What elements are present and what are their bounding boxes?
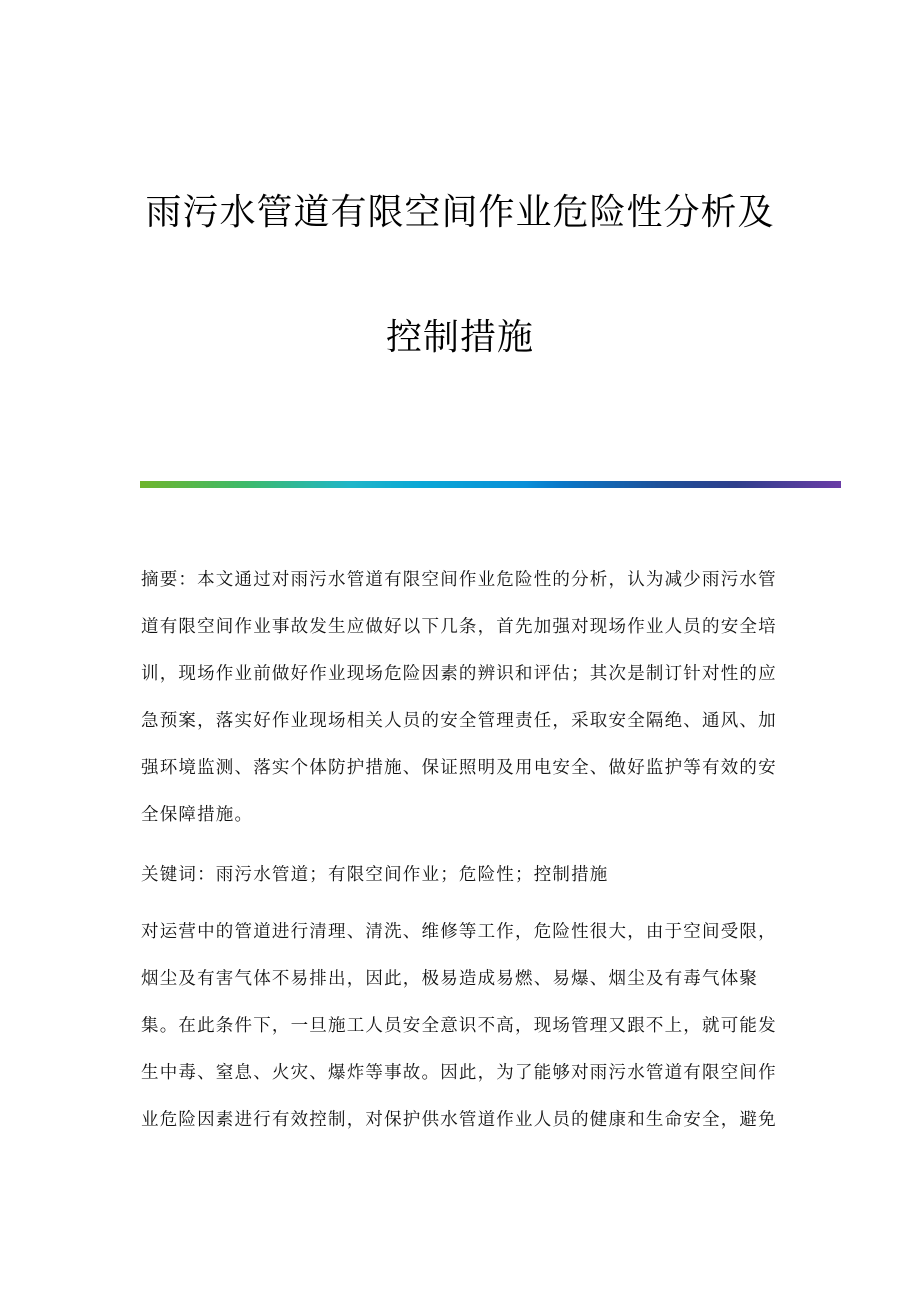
keywords-line: 关键词：雨污水管道；有限空间作业；危险性；控制措施 bbox=[141, 865, 609, 885]
document-title-line-2: 控制措施 bbox=[385, 317, 534, 358]
abstract-line: 道有限空间作业事故发生应做好以下几条，首先加强对现场作业人员的安全培 bbox=[141, 617, 777, 637]
abstract-line: 全保障措施。 bbox=[141, 805, 254, 825]
abstract-line: 摘要：本文通过对雨污水管道有限空间作业危险性的分析，认为减少雨污水管 bbox=[141, 570, 777, 590]
abstract-line: 急预案，落实好作业现场相关人员的安全管理责任，采取安全隔绝、通风、加 bbox=[141, 711, 777, 731]
body-line: 烟尘及有害气体不易排出，因此，极易造成易燃、易爆、烟尘及有毒气体聚 bbox=[141, 969, 759, 989]
abstract-line: 强环境监测、落实个体防护措施、保证照明及用电安全、做好监护等有效的安 bbox=[141, 758, 777, 778]
body-line: 对运营中的管道进行清理、清洗、维修等工作，危险性很大，由于空间受限， bbox=[141, 922, 777, 942]
body-line: 集。在此条件下，一旦施工人员安全意识不高，现场管理又跟不上，就可能发 bbox=[141, 1016, 777, 1036]
body-line: 生中毒、窒息、火灾、爆炸等事故。因此，为了能够对雨污水管道有限空间作 bbox=[141, 1063, 777, 1083]
document-title-line-1: 雨污水管道有限空间作业危险性分析及 bbox=[145, 192, 775, 233]
body-line: 业危险因素进行有效控制，对保护供水管道作业人员的健康和生命安全，避免 bbox=[141, 1110, 777, 1130]
abstract-line: 训，现场作业前做好作业现场危险因素的辨识和评估；其次是制订针对性的应 bbox=[141, 664, 777, 684]
gradient-divider bbox=[140, 481, 841, 488]
